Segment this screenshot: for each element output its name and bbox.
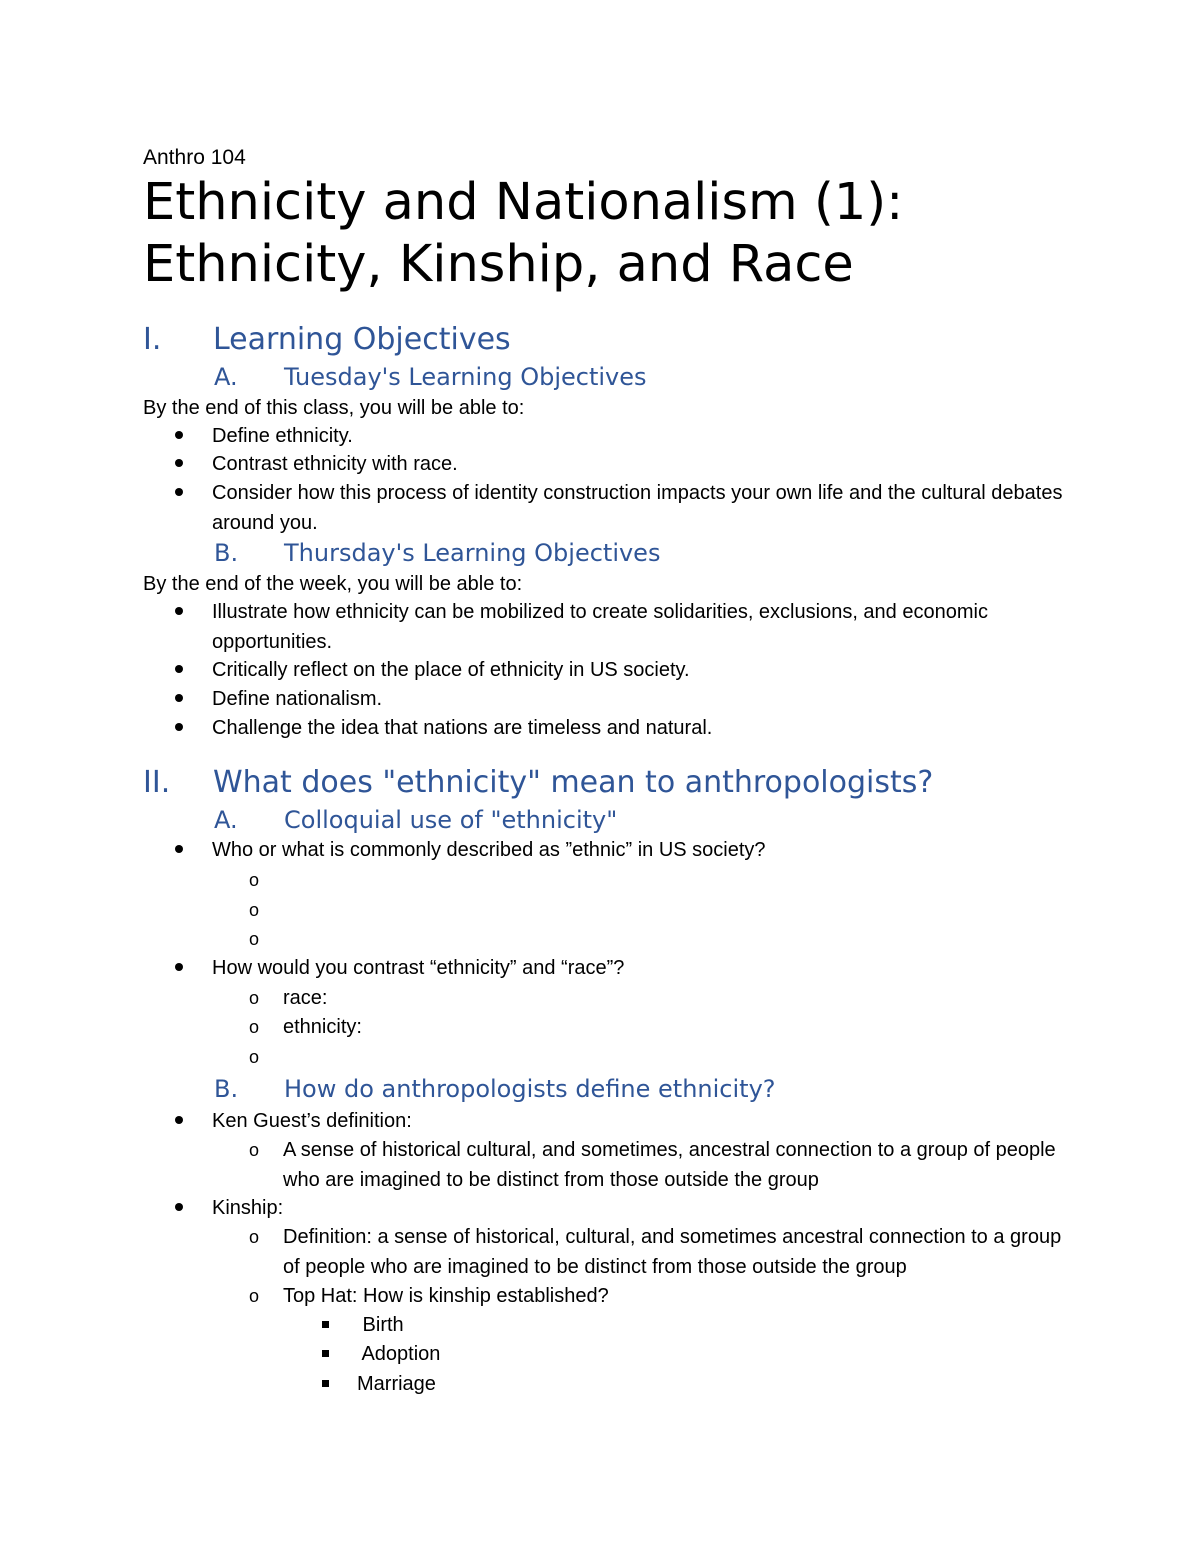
- section-2-title: What does "ethnicity" mean to anthropologists?: [213, 765, 934, 800]
- document-title: [143, 172, 903, 296]
- list-item: Define nationalism.: [212, 684, 1082, 714]
- list-item: Who or what is commonly described as ”ethnic” in US society?: [212, 835, 1082, 865]
- thursday-intro: By the end of the week, you will be able to:: [143, 573, 523, 595]
- section-1b-title: Thursday's Learning Objectives: [284, 539, 661, 567]
- bullet-icon: [175, 1203, 183, 1211]
- list-item: Consider how this process of identity construction impacts your own life and the cultural debates around you.: [212, 478, 1082, 538]
- list-item: o race:: [249, 987, 328, 1009]
- list-item: o Definition: a sense of historical, cultural, and sometimes ancestral connection to a group of people who are imagined to be distinct from those outside the group: [249, 1226, 1062, 1278]
- section-1b-heading: [214, 538, 660, 568]
- bullet-icon: [175, 431, 183, 439]
- bullet-icon: [175, 694, 183, 702]
- tuesday-intro: By the end of this class, you will be able to:: [143, 397, 525, 419]
- circle-bullet-icon: o: [249, 900, 260, 920]
- bullet-icon: [175, 607, 183, 615]
- list-item: Kinship:: [212, 1193, 1082, 1223]
- square-bullet-icon: [322, 1350, 329, 1357]
- list-item: Contrast ethnicity with race.: [212, 449, 1082, 479]
- list-item: o ethnicity:: [249, 1016, 362, 1038]
- section-1-heading: [143, 322, 511, 358]
- title-line-2: Ethnicity, Kinship, and Race: [143, 235, 854, 294]
- list-item: Ken Guest’s definition:: [212, 1106, 1082, 1136]
- list-item: Illustrate how ethnicity can be mobilized to create solidarities, exclusions, and economic opportunities.: [212, 597, 1082, 657]
- bullet-icon: [175, 845, 183, 853]
- circle-bullet-icon: o: [249, 929, 260, 949]
- section-2a-heading: [214, 805, 617, 835]
- title-line-1: Ethnicity and Nationalism (1):: [143, 173, 904, 232]
- list-item: Define ethnicity.: [212, 421, 1082, 451]
- list-item: o A sense of historical cultural, and sometimes, ancestral connection to a group of people who are imagined to be distinct from those outside the group: [249, 1139, 1056, 1191]
- section-2b-title: How do anthropologists define ethnicity?: [284, 1075, 776, 1103]
- circle-bullet-icon: o: [249, 1286, 260, 1306]
- circle-bullet-icon: o: [249, 870, 260, 890]
- circle-bullet-icon: o: [249, 988, 260, 1008]
- section-1b-number: B.: [214, 539, 239, 567]
- section-2b-number: B.: [214, 1075, 239, 1103]
- section-2a-number: A.: [214, 806, 238, 834]
- list-item: Challenge the idea that nations are timeless and natural.: [212, 713, 1082, 743]
- list-item: Birth: [357, 1310, 1057, 1340]
- section-2b-heading: [214, 1074, 776, 1104]
- list-item: Adoption: [357, 1339, 1057, 1369]
- bullet-icon: [175, 459, 183, 467]
- section-2-heading: [143, 765, 933, 801]
- bullet-icon: [175, 665, 183, 673]
- list-item: o Top Hat: How is kinship established?: [249, 1285, 609, 1307]
- square-bullet-icon: [322, 1321, 329, 1328]
- course-code: Anthro 104: [143, 146, 246, 169]
- bullet-icon: [175, 723, 183, 731]
- circle-bullet-icon: o: [249, 1140, 260, 1160]
- section-2a-title: Colloquial use of "ethnicity": [284, 806, 618, 834]
- list-item: Critically reflect on the place of ethnicity in US society.: [212, 655, 1082, 685]
- section-1-number: I.: [143, 322, 162, 357]
- bullet-icon: [175, 1116, 183, 1124]
- section-1a-title: Tuesday's Learning Objectives: [284, 363, 647, 391]
- square-bullet-icon: [322, 1380, 329, 1387]
- bullet-icon: [175, 488, 183, 496]
- section-1a-heading: [214, 362, 647, 392]
- list-item: How would you contrast “ethnicity” and “race”?: [212, 953, 1082, 983]
- circle-bullet-icon: o: [249, 1017, 260, 1037]
- circle-bullet-icon: o: [249, 1227, 260, 1247]
- bullet-icon: [175, 963, 183, 971]
- section-2-number: II.: [143, 765, 171, 800]
- section-1-title: Learning Objectives: [213, 322, 511, 357]
- list-item: Marriage: [357, 1369, 1057, 1399]
- circle-bullet-icon: o: [249, 1047, 260, 1067]
- section-1a-number: A.: [214, 363, 238, 391]
